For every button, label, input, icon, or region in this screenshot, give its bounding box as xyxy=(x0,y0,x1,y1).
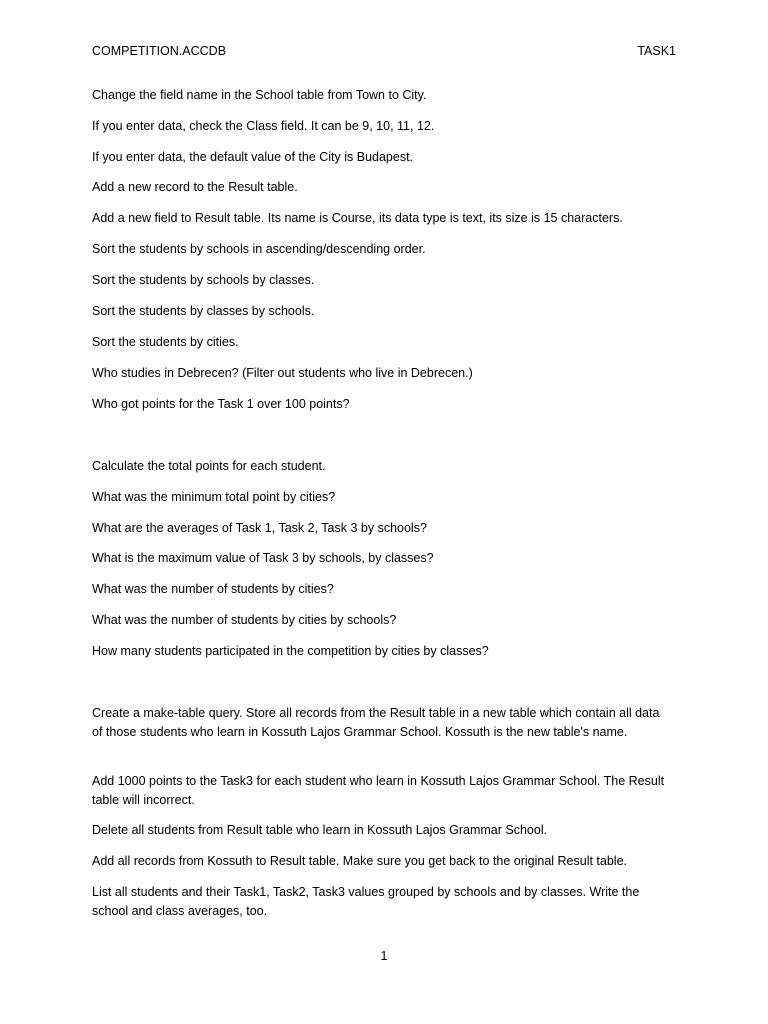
header-filename: COMPETITION.ACCDB xyxy=(92,44,227,58)
task-item: How many students participated in the competition by cities by classes? xyxy=(92,644,489,658)
task-item: Sort the students by classes by schools. xyxy=(92,304,315,318)
task-item: What was the minimum total point by cities? xyxy=(92,490,336,504)
task-item: Add a new record to the Result table. xyxy=(92,180,298,194)
task-item: Sort the students by cities. xyxy=(92,335,239,349)
task-item: Sort the students by schools by classes. xyxy=(92,273,315,287)
task-item: Add all records from Kossuth to Result table. Make sure you get back to the original Result table. xyxy=(92,854,627,868)
task-item: Change the field name in the School table from Town to City. xyxy=(92,88,427,102)
page-number: 1 xyxy=(380,949,388,963)
task-item: What are the averages of Task 1, Task 2, Task 3 by schools? xyxy=(92,521,427,535)
task-item: Sort the students by schools in ascending/descending order. xyxy=(92,242,426,256)
header-task-label: TASK1 xyxy=(637,44,676,58)
task-item: List all students and their Task1, Task2, Task3 values grouped by schools and by classes. Write the school and class averages, too. xyxy=(92,885,640,918)
task-item: Create a make-table query. Store all records from the Result table in a new table which contain all data of those students who learn in Kossuth Lajos Grammar School. Kossuth is the new table's name. xyxy=(92,706,660,739)
task-item: Who studies in Debrecen? (Filter out students who live in Debrecen.) xyxy=(92,366,473,380)
task-item: Add a new field to Result table. Its name is Course, its data type is text, its size is 15 characters. xyxy=(92,211,623,225)
task-item: What was the number of students by cities by schools? xyxy=(92,613,397,627)
task-item: What was the number of students by cities? xyxy=(92,582,334,596)
task-item: If you enter data, the default value of the City is Budapest. xyxy=(92,150,414,164)
task-item: If you enter data, check the Class field. It can be 9, 10, 11, 12. xyxy=(92,119,435,133)
task-item: What is the maximum value of Task 3 by schools, by classes? xyxy=(92,551,434,565)
task-item: Calculate the total points for each student. xyxy=(92,459,326,473)
task-item: Who got points for the Task 1 over 100 points? xyxy=(92,397,350,411)
page-header xyxy=(92,44,676,58)
task-item: Add 1000 points to the Task3 for each student who learn in Kossuth Lajos Grammar School. The Result table will incorrect. xyxy=(92,774,665,807)
task-item: Delete all students from Result table who learn in Kossuth Lajos Grammar School. xyxy=(92,823,548,837)
